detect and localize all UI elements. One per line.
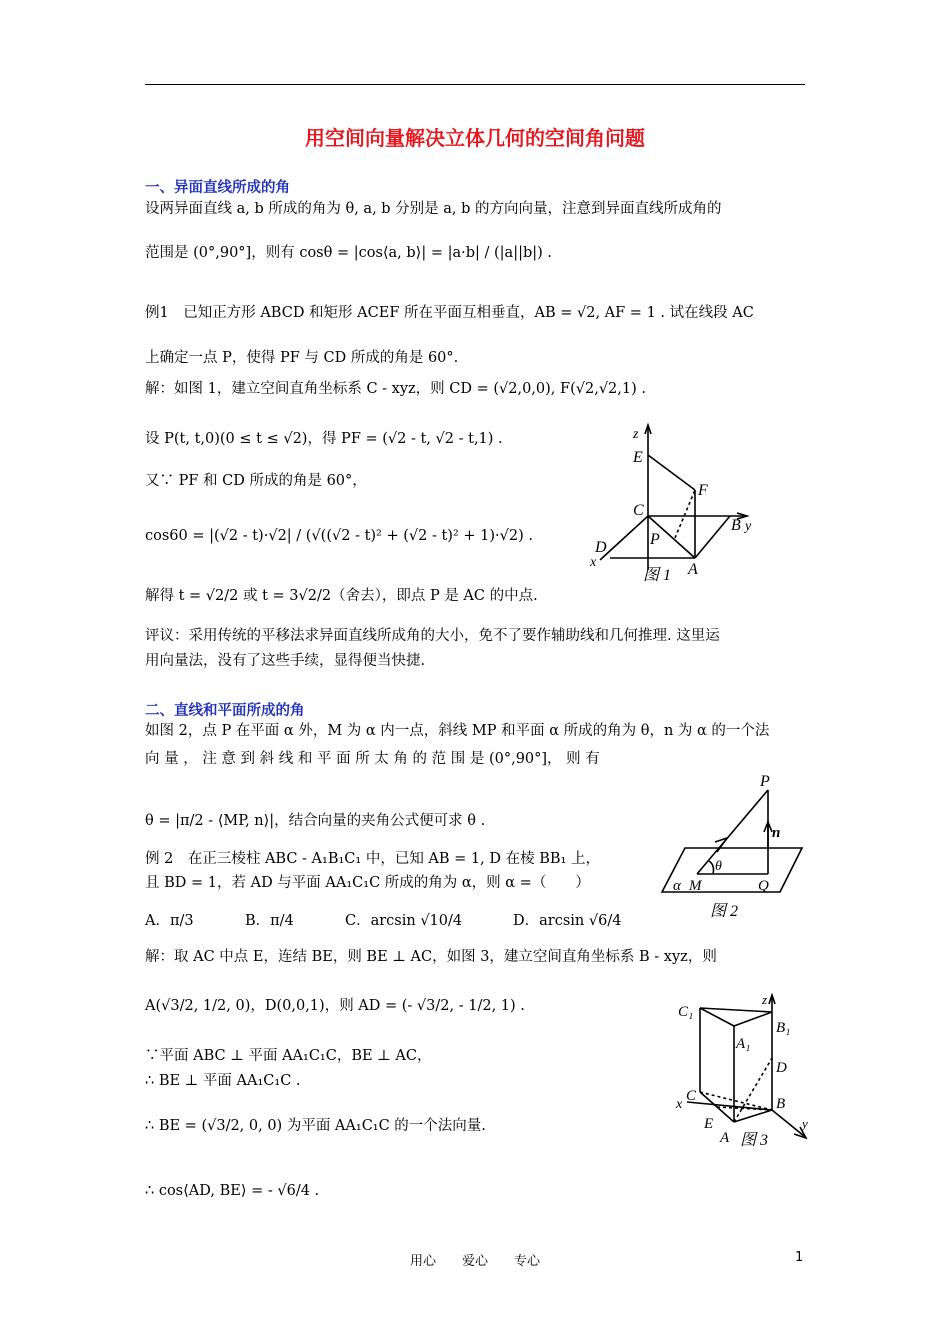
section2-heading: 二、直线和平面所成的角 xyxy=(145,703,305,719)
fig1-label-A: A xyxy=(688,561,698,578)
section1-paragraph-1: 设两异面直线 a, b 所成的角为 θ, a, b 分别是 a, b 的方向向量，注意到异面直线所成角的 xyxy=(145,201,722,217)
fig2-caption: 图 2 xyxy=(710,903,739,920)
fig2-line-MP xyxy=(697,790,768,874)
page-number: 1 xyxy=(795,1250,804,1265)
fig3-label-B: B xyxy=(776,1096,786,1112)
fig3-label-x: x xyxy=(676,1097,683,1112)
fig3-label-A1: A₁ xyxy=(736,1036,751,1052)
fig1-label-D: D xyxy=(595,539,607,556)
solution1-line-2: 设 P(t, t,0)(0 ≤ t ≤ √2)，得 PF = (√2 - t, √2 - t,1) . xyxy=(145,431,503,447)
fig2-angle-arc xyxy=(709,861,714,874)
fig2-plane xyxy=(662,848,802,892)
fig1-edge-EF xyxy=(648,455,695,490)
comment-line-2: 用向量法，没有了这些手续，显得便当快捷. xyxy=(145,653,426,669)
solution2-line-2: A(√3/2, 1/2, 0)，D(0,0,1)，则 AD = (- √3/2, - 1/2, 1) . xyxy=(145,998,525,1014)
fig2-label-P: P xyxy=(760,773,770,790)
section2-paragraph-2: 向 量 ， 注 意 到 斜 线 和 平 面 所 太 角 的 范 围 是 (0°,90°]， 则 有 xyxy=(145,751,600,767)
example1-line-2: 上确定一点 P，使得 PF 与 CD 所成的角是 60°. xyxy=(145,350,459,366)
figure-1 xyxy=(585,420,765,590)
fig3-edge-A1B1 xyxy=(734,1012,772,1026)
fig1-label-E: E xyxy=(633,449,643,466)
section2-paragraph-1: 如图 2，点 P 在平面 α 外，M 为 α 内一点，斜线 MP 和平面 α 所成的角为 θ，n 为 α 的一个法 xyxy=(145,723,770,739)
section2-paragraph-3: θ = |π/2 - ⟨MP, n⟩|，结合向量的夹角公式便可求 θ . xyxy=(145,813,486,829)
solution2-line-6: ∴ cos⟨AD, BE⟩ = - √6/4 . xyxy=(145,1183,320,1199)
fig3-edge-C1A1 xyxy=(700,1008,734,1026)
option-b: B．π/4 xyxy=(245,913,294,929)
section1-paragraph-2: 范围是 (0°,90°]，则有 cosθ = |cos⟨a, b⟩| = |a·b| / (|a||b|) . xyxy=(145,245,553,261)
fig1-label-y: y xyxy=(745,519,752,534)
fig3-y-axis xyxy=(772,1110,804,1136)
fig3-edge-C1B1 xyxy=(700,1008,772,1012)
solution2-line-4: ∴ BE ⊥ 平面 AA₁C₁C . xyxy=(145,1073,301,1089)
fig1-segment-PF xyxy=(675,490,695,538)
fig3-label-B1: B₁ xyxy=(776,1020,791,1036)
fig3-label-A: A xyxy=(720,1130,730,1146)
fig2-label-Q: Q xyxy=(758,878,769,894)
example1-line-1: 例1 已知正方形 ABCD 和矩形 ACEF 所在平面互相垂直，AB = √2, AF = 1 . 试在线段 AC xyxy=(145,305,754,321)
fig2-label-M: M xyxy=(689,878,702,894)
fig2-label-theta: θ xyxy=(715,859,722,874)
fig1-edge-AB xyxy=(695,516,730,558)
section1-heading: 一、异面直线所成的角 xyxy=(145,180,290,196)
fig3-label-C1: C₁ xyxy=(678,1004,694,1020)
header-rule xyxy=(145,84,805,85)
fig3-edge-AB xyxy=(734,1110,772,1122)
fig1-caption: 图 1 xyxy=(643,567,672,584)
fig1-label-C: C xyxy=(633,502,644,519)
fig3-label-y: y xyxy=(802,1116,808,1131)
fig3-label-z: z xyxy=(762,992,768,1007)
option-c: C．arcsin √10/4 xyxy=(345,913,463,929)
fig1-label-x: x xyxy=(590,555,597,570)
solution1-line-5: 解得 t = √2/2 或 t = 3√2/2（舍去），即点 P 是 AC 的中点. xyxy=(145,588,538,604)
fig1-label-B: B xyxy=(731,517,741,534)
fig3-caption: 图 3 xyxy=(740,1132,769,1149)
fig3-label-C: C xyxy=(686,1088,697,1104)
option-d: D．arcsin √6/4 xyxy=(513,913,622,929)
solution1-line-1: 解：如图 1，建立空间直角坐标系 C - xyz，则 CD = (√2,0,0), F(√2,√2,1) . xyxy=(145,381,646,397)
solution1-line-4: cos60 = |(√2 - t)·√2| / (√((√2 - t)² + (√2 - t)² + 1)·√2) . xyxy=(145,528,533,544)
figure-2 xyxy=(655,770,815,925)
fig1-label-z: z xyxy=(633,427,639,442)
page-title: 用空间向量解决立体几何的空间角问题 xyxy=(305,126,645,150)
option-a: A．π/3 xyxy=(145,913,194,929)
solution2-line-1: 解：取 AC 中点 E，连结 BE，则 BE ⊥ AC，如图 3，建立空间直角坐标系 B - xyz，则 xyxy=(145,949,717,965)
fig1-label-P: P xyxy=(650,531,660,548)
page-footer: 用心 爱心 专心 xyxy=(409,1254,540,1269)
fig1-x-axis xyxy=(600,516,648,560)
fig2-label-alpha: α xyxy=(673,878,681,894)
solution1-line-3: 又∵ PF 和 CD 所成的角是 60°， xyxy=(145,473,367,489)
comment-line-1: 评议：采用传统的平移法求异面直线所成角的大小，免不了要作辅助线和几何推理. 这里运 xyxy=(145,628,720,644)
solution2-line-5: ∴ BE = (√3/2, 0, 0) 为平面 AA₁C₁C 的一个法向量. xyxy=(145,1118,486,1134)
figure-3 xyxy=(672,990,822,1155)
example2-line-1: 例 2 在正三棱柱 ABC - A₁B₁C₁ 中，已知 AB = 1, D 在棱 BB₁ 上， xyxy=(145,851,600,867)
fig2-label-n: n xyxy=(772,825,781,841)
fig3-label-D: D xyxy=(776,1060,787,1076)
fig1-label-F: F xyxy=(698,482,708,499)
fig3-label-E: E xyxy=(704,1116,714,1132)
example2-line-2: 且 BD = 1，若 AD 与平面 AA₁C₁C 所成的角为 α，则 α =（ ） xyxy=(145,875,590,891)
solution2-line-3: ∵平面 ABC ⊥ 平面 AA₁C₁C，BE ⊥ AC， xyxy=(145,1048,432,1064)
